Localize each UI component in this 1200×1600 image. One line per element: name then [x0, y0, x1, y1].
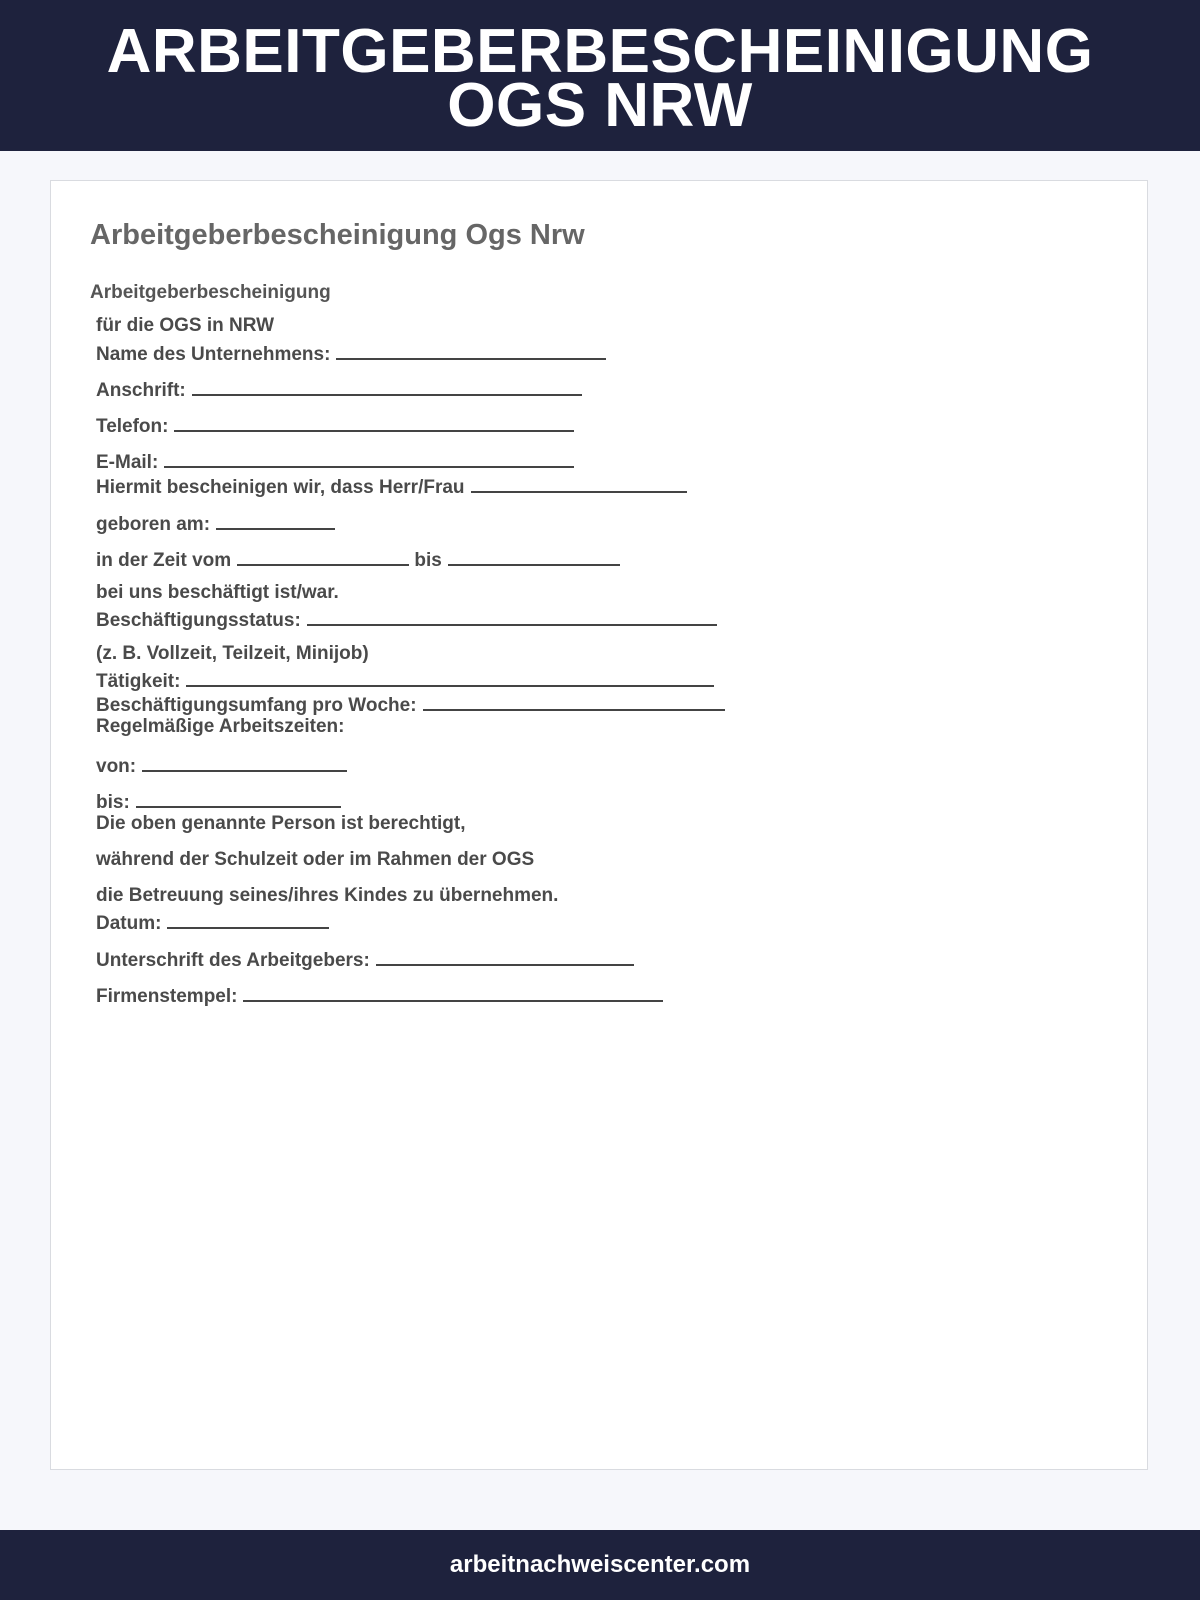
period-to-field[interactable]: [448, 545, 620, 566]
stamp-field[interactable]: [243, 981, 663, 1002]
hours-to-label: bis:: [96, 792, 130, 813]
activity-field[interactable]: [186, 666, 714, 687]
status-hint-line: [96, 642, 369, 666]
entitled-line-1: [96, 812, 466, 836]
date-field[interactable]: [167, 908, 329, 929]
document-card: [50, 180, 1148, 1470]
working-hours-label: Regelmäßige Arbeitszeiten:: [96, 716, 345, 737]
hours-from-label: von:: [96, 756, 137, 777]
birth-date-field[interactable]: [216, 509, 335, 530]
email-row: [96, 447, 574, 475]
phone-label: Telefon:: [96, 416, 169, 437]
phone-row: [96, 411, 574, 439]
certify-row: [96, 472, 687, 500]
signature-label: Unterschrift des Arbeitgebers:: [96, 950, 370, 971]
status-hint: (z. B. Vollzeit, Teilzeit, Minijob): [96, 643, 369, 664]
page-title-line2: OGS NRW: [447, 70, 753, 140]
hours-to-field[interactable]: [136, 787, 341, 808]
stamp-row: [96, 981, 663, 1009]
status-label: Beschäftigungsstatus:: [96, 610, 301, 631]
period-from-field[interactable]: [237, 545, 409, 566]
footer-site-link[interactable]: arbeitnachweiscenter.com: [449, 1551, 751, 1578]
signature-field[interactable]: [376, 945, 634, 966]
activity-label: Tätigkeit:: [96, 671, 181, 692]
date-row: [96, 908, 329, 936]
weekly-hours-label: Beschäftigungsumfang pro Woche:: [96, 695, 417, 716]
signature-row: [96, 945, 634, 973]
certify-label: Hiermit bescheinigen wir, dass Herr/Frau: [96, 477, 465, 498]
company-name-label: Name des Unternehmens:: [96, 344, 331, 365]
address-field[interactable]: [192, 375, 582, 396]
company-name-row: [96, 339, 606, 367]
page-title-line1: ARBEITGEBERBESCHEINIGUNG: [106, 16, 1094, 86]
intro-line: [96, 314, 274, 338]
weekly-hours-field[interactable]: [423, 690, 725, 711]
entitled-line-3: [96, 884, 558, 908]
period-row: [96, 545, 620, 573]
person-name-field[interactable]: [471, 472, 687, 493]
date-label: Datum:: [96, 913, 162, 934]
phone-field[interactable]: [174, 411, 574, 432]
address-label: Anschrift:: [96, 380, 186, 401]
employed-line: [96, 581, 339, 605]
entitled-text-3: die Betreuung seines/ihres Kindes zu übernehmen.: [96, 885, 559, 906]
entitled-text-2: während der Schulzeit oder im Rahmen der OGS: [96, 849, 535, 870]
document-subtitle: Arbeitgeberbescheinigung: [90, 282, 331, 303]
page-header: [0, 0, 1200, 151]
page-footer: [0, 1530, 1200, 1600]
page-title: [106, 16, 1094, 140]
entitled-line-2: [96, 848, 534, 872]
weekly-hours-row: [96, 690, 725, 718]
hours-to-row: [96, 787, 341, 815]
birth-row: [96, 509, 335, 537]
hours-from-field[interactable]: [142, 751, 347, 772]
status-field[interactable]: [307, 605, 717, 626]
intro-text: für die OGS in NRW: [96, 315, 275, 336]
working-hours-line: [96, 715, 344, 739]
birth-label: geboren am:: [96, 514, 211, 535]
entitled-text-1: Die oben genannte Person ist berechtigt,: [96, 813, 466, 834]
period-to-label: bis: [414, 550, 442, 571]
address-row: [96, 375, 582, 403]
status-row: [96, 605, 717, 633]
email-field[interactable]: [164, 447, 574, 468]
employed-text: bei uns beschäftigt ist/war.: [96, 582, 339, 603]
hours-from-row: [96, 751, 347, 779]
email-label: E-Mail:: [96, 452, 159, 473]
period-from-label: in der Zeit vom: [96, 550, 232, 571]
company-name-field[interactable]: [336, 339, 606, 360]
document-title: Arbeitgeberbescheinigung Ogs Nrw: [90, 219, 585, 251]
stamp-label: Firmenstempel:: [96, 986, 238, 1007]
